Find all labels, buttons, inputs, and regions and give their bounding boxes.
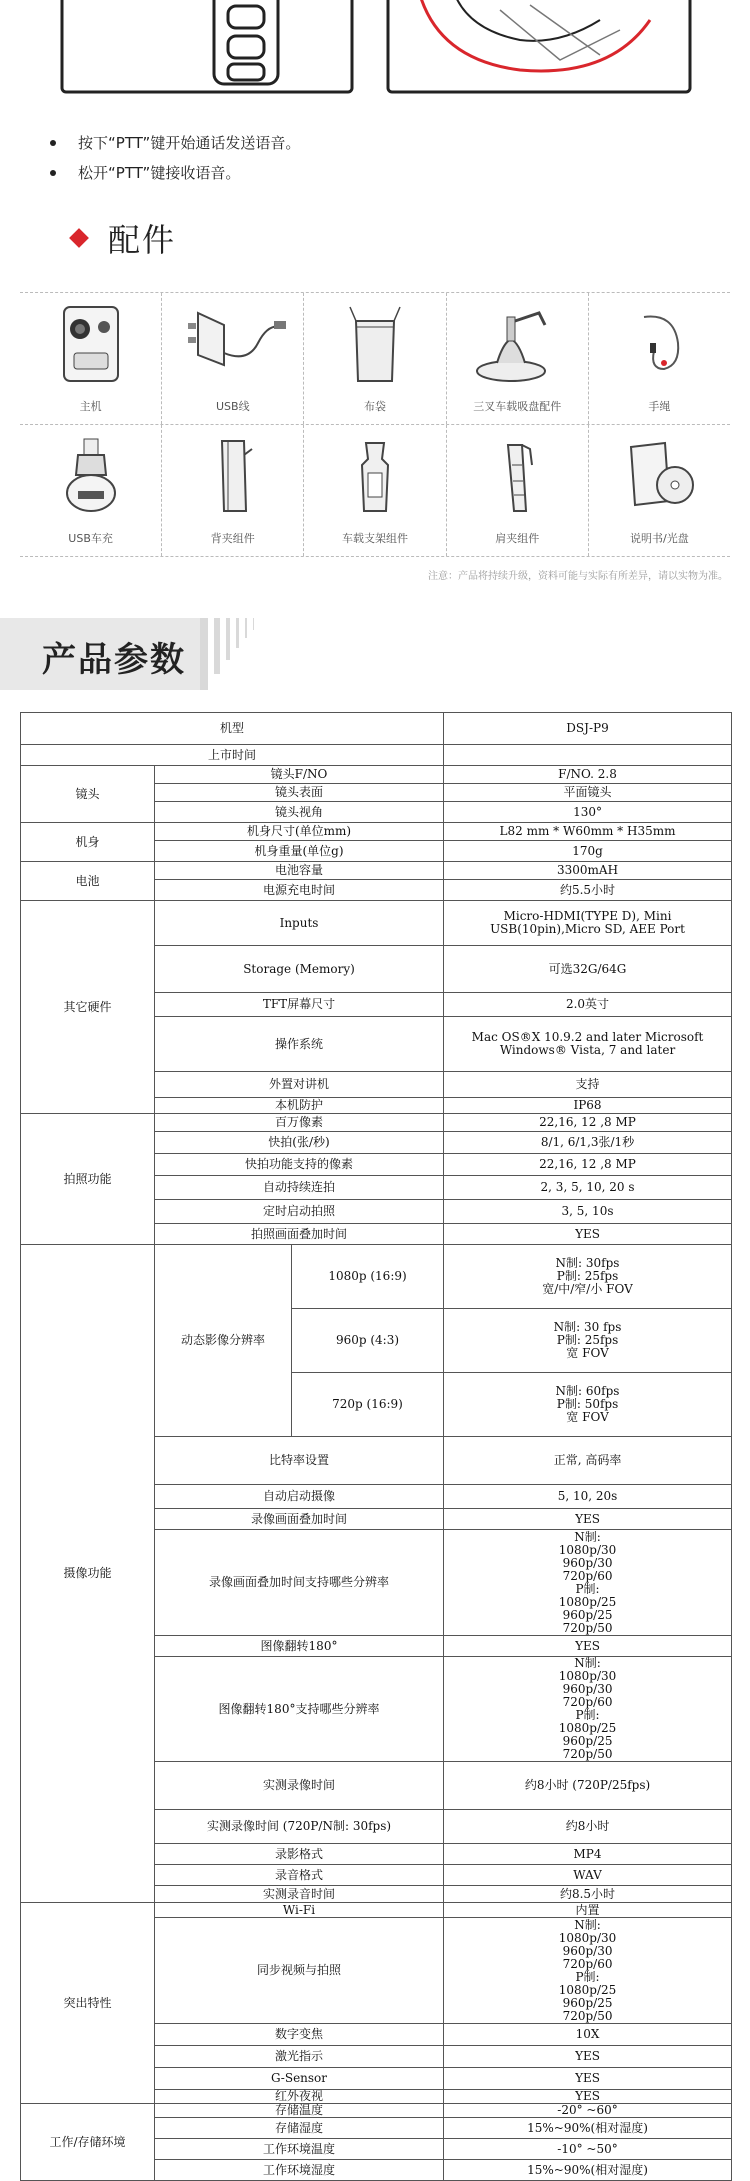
spec-value: N制: 30fps P制: 25fps 宽/中/窄/小 FOV	[444, 1245, 732, 1309]
spec-label: 录音格式	[155, 1865, 444, 1886]
accessory-label: 背夹组件	[210, 532, 255, 545]
spec-value: 8/1, 6/1,3张/1秒	[444, 1132, 732, 1154]
spec-group-label: 突出特性	[21, 1903, 155, 2104]
spec-label: 自动持续连拍	[155, 1176, 444, 1200]
spec-label: 录像画面叠加时间支持哪些分辨率	[155, 1530, 444, 1636]
bullet-dot-icon	[50, 170, 56, 176]
spec-value: N制: 30 fps P制: 25fps 宽 FOV	[444, 1309, 732, 1373]
spec-value: YES	[444, 2046, 732, 2068]
accessories-row	[20, 425, 730, 557]
spec-value: N制: 1080p/30 960p/30 720p/60 P制: 1080p/25 960p/25 720p/50	[444, 1657, 732, 1762]
accessory-label: 说明书/光盘	[630, 532, 689, 545]
spec-label: 上市时间	[21, 745, 444, 766]
spec-label: 动态影像分辨率	[155, 1245, 292, 1437]
spec-label: 比特率设置	[155, 1437, 444, 1485]
spec-row	[21, 1903, 732, 1918]
spec-sublabel: 1080p (16:9)	[292, 1245, 444, 1309]
spec-value: 平面镜头	[444, 784, 732, 802]
spec-group-label: 镜头	[21, 766, 155, 823]
spec-row	[21, 713, 732, 745]
spec-label: 工作环境温度	[155, 2139, 444, 2160]
spec-row	[21, 901, 732, 946]
spec-label: 图像翻转180°支持哪些分辨率	[155, 1657, 444, 1762]
spec-value: 内置	[444, 1903, 732, 1918]
accessory-item	[447, 293, 589, 424]
spec-label: 镜头表面	[155, 784, 444, 802]
camera-body-icon	[56, 303, 126, 385]
spec-value: 15%~90%(相对湿度)	[444, 2118, 732, 2139]
bullet-dot-icon	[50, 140, 56, 146]
accessory-item	[20, 293, 162, 424]
product-params-title: 产品参数	[42, 640, 186, 680]
banner-stripe	[200, 618, 208, 690]
spec-sublabel: 960p (4:3)	[292, 1309, 444, 1373]
bullet-text: 按下“PTT”键开始通话发送语音。	[78, 134, 301, 152]
spec-value: YES	[444, 1224, 732, 1245]
spec-group-label: 其它硬件	[21, 901, 155, 1114]
car-charger-icon	[56, 435, 126, 517]
spec-label: 实测录像时间 (720P/N制: 30fps)	[155, 1810, 444, 1844]
banner-stripe	[226, 618, 230, 660]
spec-label: 定时启动拍照	[155, 1200, 444, 1224]
accessories-row	[20, 293, 730, 425]
bullet-text: 松开“PTT”键接收语音。	[78, 164, 241, 182]
spec-value: 15%~90%(相对湿度)	[444, 2160, 732, 2181]
spec-label: 同步视频与拍照	[155, 1918, 444, 2024]
spec-value: YES	[444, 1509, 732, 1530]
spec-label: 工作环境湿度	[155, 2160, 444, 2181]
ptt-instructions	[50, 128, 300, 188]
spec-row	[21, 745, 732, 766]
spec-label: 百万像素	[155, 1114, 444, 1132]
spec-label: 拍照画面叠加时间	[155, 1224, 444, 1245]
accessories-title: 配件	[108, 221, 177, 259]
spec-value: 2.0英寸	[444, 993, 732, 1017]
banner-stripe	[245, 618, 247, 638]
spec-value: N制: 60fps P制: 50fps 宽 FOV	[444, 1373, 732, 1437]
accessory-label: 主机	[79, 400, 102, 413]
spec-label: 录影格式	[155, 1844, 444, 1865]
spec-value: 支持	[444, 1072, 732, 1098]
spec-sublabel: 720p (16:9)	[292, 1373, 444, 1437]
accessory-item	[589, 293, 730, 424]
spec-label: 机身尺寸(单位mm)	[155, 823, 444, 841]
spec-label: 存储温度	[155, 2104, 444, 2118]
accessory-label: 手绳	[648, 400, 671, 413]
spec-label: 操作系统	[155, 1017, 444, 1072]
spec-value: Mac OS®X 10.9.2 and later Microsoft Windows® Vista, 7 and later	[444, 1017, 732, 1072]
spec-label: G-Sensor	[155, 2068, 444, 2090]
spec-label: 电池容量	[155, 862, 444, 880]
spec-row	[21, 1114, 732, 1132]
spec-value: 2, 3, 5, 10, 20 s	[444, 1176, 732, 1200]
spec-value: DSJ-P9	[444, 713, 732, 745]
bullet-item	[50, 128, 300, 158]
accessory-label: 车载支架组件	[342, 532, 408, 545]
ptt-illustration	[0, 0, 750, 110]
spec-value: YES	[444, 1636, 732, 1657]
accessory-item	[304, 425, 446, 556]
spec-label: 图像翻转180°	[155, 1636, 444, 1657]
accessory-label: USB车充	[68, 532, 113, 545]
spec-label: 实测录音时间	[155, 1886, 444, 1903]
spec-row	[21, 862, 732, 880]
accessories-note: 注意：产品将持续升级，资料可能与实际有所差异，请以实物为准。	[428, 571, 728, 582]
spec-label: 录像画面叠加时间	[155, 1509, 444, 1530]
spec-value: 170g	[444, 841, 732, 862]
spec-group-label: 工作/存储环境	[21, 2104, 155, 2181]
spec-group-label: 摄像功能	[21, 1245, 155, 1903]
spec-value: F/NO. 2.8	[444, 766, 732, 784]
back-clip-icon	[198, 435, 268, 517]
spec-value: 约8小时 (720P/25fps)	[444, 1762, 732, 1810]
spec-value: 正常, 高码率	[444, 1437, 732, 1485]
accessory-item	[20, 425, 162, 556]
spec-value: YES	[444, 2090, 732, 2104]
car-bracket-icon	[340, 435, 410, 517]
spec-label: 本机防护	[155, 1098, 444, 1114]
spec-group-label: 机身	[21, 823, 155, 862]
spec-label: 红外夜视	[155, 2090, 444, 2104]
spec-value: MP4	[444, 1844, 732, 1865]
spec-label: 自动启动摄像	[155, 1485, 444, 1509]
spec-row	[21, 823, 732, 841]
spec-value: 5, 10, 20s	[444, 1485, 732, 1509]
accessories-grid	[20, 292, 730, 557]
spec-value: IP68	[444, 1098, 732, 1114]
spec-label: 机身重量(单位g)	[155, 841, 444, 862]
spec-label: TFT屏幕尺寸	[155, 993, 444, 1017]
spec-table	[20, 712, 732, 2181]
spec-label: Inputs	[155, 901, 444, 946]
spec-label: 机型	[21, 713, 444, 745]
accessory-label: 肩夹组件	[495, 532, 540, 545]
accessory-item	[304, 293, 446, 424]
spec-label: 电源充电时间	[155, 880, 444, 901]
cloth-bag-icon	[340, 303, 410, 385]
spec-value: 可选32G/64G	[444, 946, 732, 993]
banner-stripe	[253, 618, 254, 630]
spec-row	[21, 1245, 732, 1309]
spec-value: -20° ~60°	[444, 2104, 732, 2118]
spec-label: 外置对讲机	[155, 1072, 444, 1098]
shoulder-clip-icon	[482, 435, 552, 517]
bullet-item	[50, 158, 300, 188]
spec-label: 数字变焦	[155, 2024, 444, 2046]
spec-label: 镜头视角	[155, 802, 444, 823]
spec-label: 快拍功能支持的像素	[155, 1154, 444, 1176]
spec-value: 3300mAH	[444, 862, 732, 880]
spec-group-label: 电池	[21, 862, 155, 901]
banner-stripe	[214, 618, 220, 674]
accessories-heading	[72, 215, 176, 261]
spec-row	[21, 766, 732, 784]
spec-value: WAV	[444, 1865, 732, 1886]
spec-value: N制: 1080p/30 960p/30 720p/60 P制: 1080p/25 960p/25 720p/50	[444, 1918, 732, 2024]
usb-cable-icon	[178, 303, 288, 385]
spec-value: N制: 1080p/30 960p/30 720p/60 P制: 1080p/25 960p/25 720p/50	[444, 1530, 732, 1636]
spec-value: 22,16, 12 ,8 MP	[444, 1154, 732, 1176]
manual-cd-icon	[619, 435, 699, 517]
spec-value: 10X	[444, 2024, 732, 2046]
spec-label: Storage (Memory)	[155, 946, 444, 993]
accessory-item	[447, 425, 589, 556]
spec-label: 快拍(张/秒)	[155, 1132, 444, 1154]
accessory-label: USB线	[216, 400, 250, 413]
spec-value: 3, 5, 10s	[444, 1200, 732, 1224]
red-diamond-icon	[69, 228, 89, 248]
spec-value	[444, 745, 732, 766]
spec-value: 约5.5小时	[444, 880, 732, 901]
product-params-banner	[0, 618, 750, 690]
spec-value: 约8.5小时	[444, 1886, 732, 1903]
spec-value: YES	[444, 2068, 732, 2090]
spec-value: 130°	[444, 802, 732, 823]
accessory-item	[589, 425, 730, 556]
accessory-label: 三叉车载吸盘配件	[473, 400, 562, 413]
spec-label: 激光指示	[155, 2046, 444, 2068]
banner-stripe	[236, 618, 239, 648]
accessory-item	[162, 293, 304, 424]
spec-row	[21, 2104, 732, 2118]
spec-group-label: 拍照功能	[21, 1114, 155, 1245]
spec-value: Micro-HDMI(TYPE D), Mini USB(10pin),Micro SD, AEE Port	[444, 901, 732, 946]
spec-label: 镜头F/NO	[155, 766, 444, 784]
spec-value: L82 mm * W60mm * H35mm	[444, 823, 732, 841]
spec-label: Wi-Fi	[155, 1903, 444, 1918]
suction-mount-icon	[467, 303, 567, 385]
spec-value: 22,16, 12 ,8 MP	[444, 1114, 732, 1132]
lanyard-icon	[624, 303, 694, 385]
accessory-item	[162, 425, 304, 556]
spec-label: 存储湿度	[155, 2118, 444, 2139]
spec-value: -10° ~50°	[444, 2139, 732, 2160]
spec-value: 约8小时	[444, 1810, 732, 1844]
spec-label: 实测录像时间	[155, 1762, 444, 1810]
accessory-label: 布袋	[364, 400, 386, 413]
